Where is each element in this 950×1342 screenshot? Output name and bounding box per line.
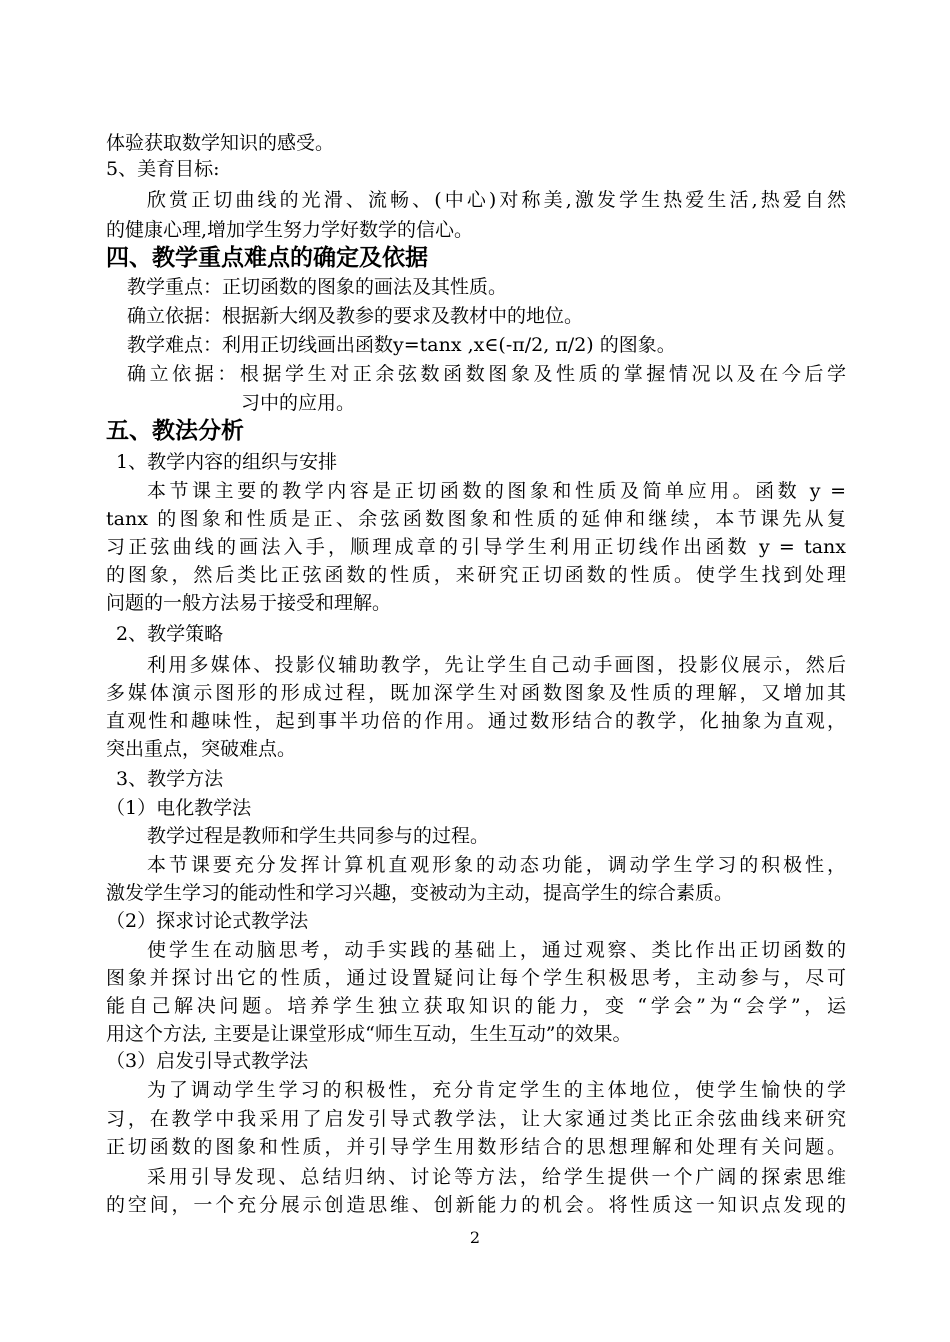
text-line: （1）电化教学法	[106, 797, 252, 819]
text-line: 能自己解决问题。培养学生独立获取知识的能力，变 “学会”为“会学”，运	[106, 995, 846, 1017]
text-line: 激发学生学习的能动性和学习兴趣，变被动为主动，提高学生的综合素质。	[106, 882, 734, 904]
text-line: 突出重点，突破难点。	[106, 738, 297, 760]
text-line: 为了调动学生学习的积极性，充分肯定学生的主体地位，使学生愉快的学	[147, 1079, 846, 1101]
text-line: 3、教学方法	[116, 768, 224, 790]
text-line: tanx 的图象和性质是正、余弦函数图象和性质的延伸和继续，本节课先从复	[106, 508, 846, 530]
text-line: 本节课要充分发挥计算机直观形象的动态功能，调动学生学习的积极性，	[147, 854, 846, 876]
text-line: （3）启发引导式教学法	[106, 1050, 309, 1072]
text-line: 本节课主要的教学内容是正切函数的图象和性质及简单应用。函数 y =	[147, 480, 846, 502]
text-line: 正切函数的图象和性质，并引导学生用数形结合的思想理解和处理有关问题。	[106, 1136, 846, 1158]
text-line: 的空间，一个充分展示创造思维、创新能力的机会。将性质这一知识点发现的	[106, 1194, 846, 1216]
text-line: 用这个方法, 主要是让课堂形成“师生互动，生生互动”的效果。	[106, 1023, 632, 1045]
text-line: 教学过程是教师和学生共同参与的过程。	[147, 825, 490, 847]
text-line: 直观性和趣味性，起到事半功倍的作用。通过数形结合的教学，化抽象为直观，	[106, 710, 846, 732]
text-line: 5、美育目标:	[106, 158, 220, 180]
text-line: 习，在教学中我采用了启发引导式教学法，让大家通过类比正余弦曲线来研究	[106, 1108, 846, 1130]
text-line: 采用引导发现、总结归纳、讨论等方法，给学生提供一个广阔的探索思维	[147, 1166, 846, 1188]
section-heading-4: 四、教学重点难点的确定及依据	[106, 245, 428, 271]
text-line: 1、教学内容的组织与安排	[116, 451, 338, 473]
page-number: 2	[469, 1228, 481, 1247]
text-line: 确立依据：根据学生对正余弦数函数图象及性质的掌握情况以及在今后学	[127, 363, 846, 385]
text-line: 习正弦曲线的画法入手，顺理成章的引导学生利用正切线作出函数 y = tanx	[106, 536, 846, 558]
text-line: 欣赏正切曲线的光滑、流畅、(中心)对称美,激发学生热爱生活,热爱自然	[147, 189, 846, 211]
text-line: 问题的一般方法易于接受和理解。	[106, 592, 392, 614]
text-line: 图象并探讨出它的性质，通过设置疑问让每个学生积极思考，主动参与，尽可	[106, 967, 846, 989]
text-line: 2、教学策略	[116, 623, 224, 645]
text-line: 使学生在动脑思考，动手实践的基础上，通过观察、类比作出正切函数的	[147, 939, 846, 961]
text-line: 利用多媒体、投影仪辅助教学，先让学生自己动手画图，投影仪展示，然后	[147, 654, 846, 676]
text-line: 习中的应用。	[241, 392, 356, 414]
text-line: （2）探求讨论式教学法	[106, 910, 309, 932]
text-line: 的健康心理,增加学生努力学好数学的信心。	[106, 219, 474, 241]
text-line: 体验获取数学知识的感受。	[106, 132, 335, 154]
text-line: 教学难点：利用正切线画出函数y=tanx ,x∈(-π/2, π/2) 的图象。	[127, 334, 676, 356]
text-line: 的图象，然后类比正弦函数的性质，来研究正切函数的性质。使学生找到处理	[106, 564, 846, 586]
text-line: 多媒体演示图形的形成过程，既加深学生对函数图象及性质的理解，又增加其	[106, 682, 846, 704]
text-line: 教学重点：正切函数的图象的画法及其性质。	[127, 276, 508, 298]
text-line: 确立依据：根据新大纲及教参的要求及教材中的地位。	[127, 305, 584, 327]
section-heading-5: 五、教法分析	[106, 418, 244, 444]
